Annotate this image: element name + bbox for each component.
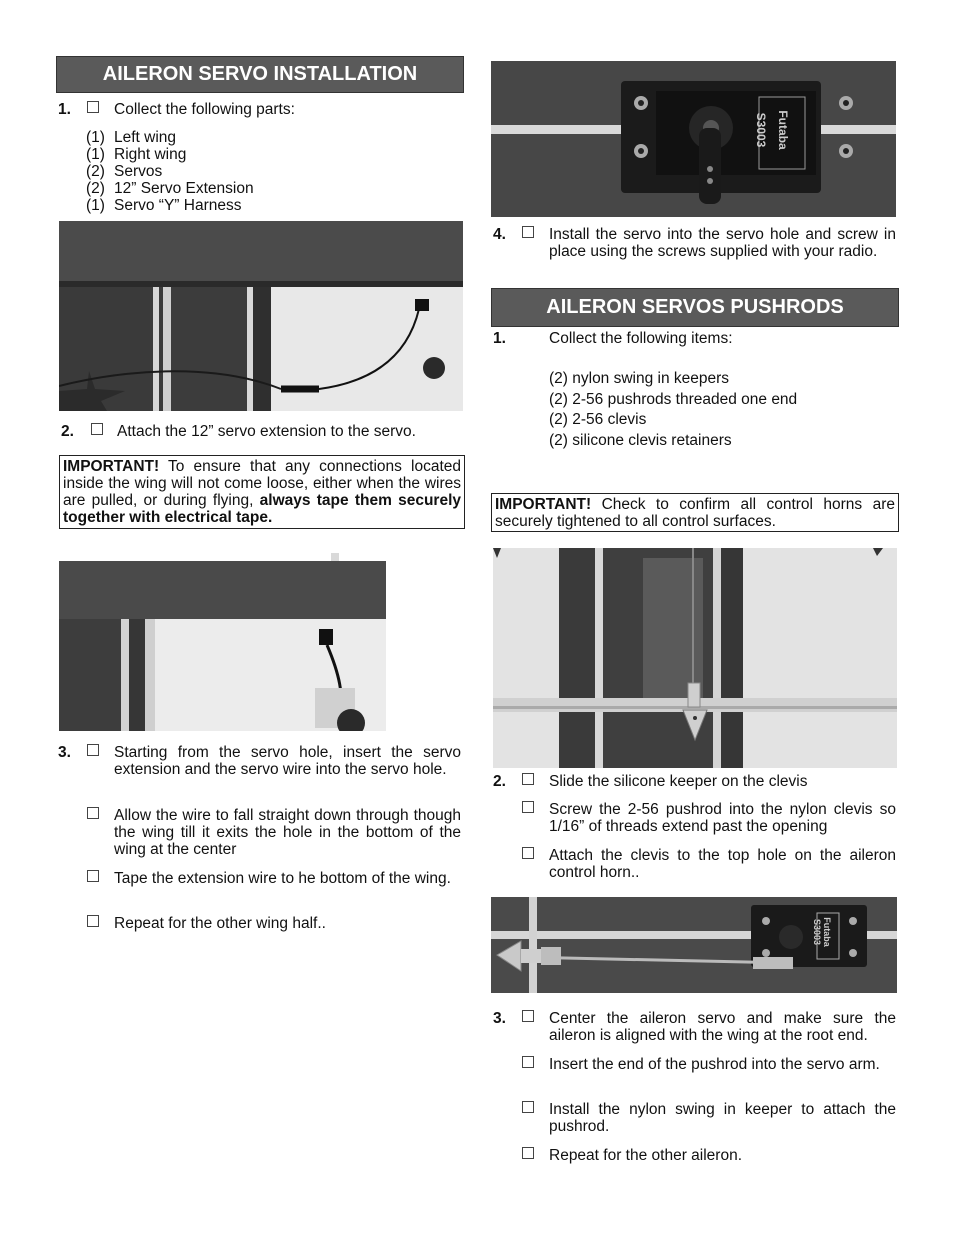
checkbox[interactable]	[522, 1101, 534, 1113]
items-list	[549, 369, 889, 451]
step-1-collect-items	[493, 330, 896, 350]
checkbox[interactable]	[87, 744, 99, 756]
checkbox[interactable]	[522, 801, 534, 813]
photo-wing-servo-extension	[59, 221, 463, 411]
servo-brand-label: Futaba	[776, 110, 790, 150]
list-item: (2) 12” Servo Extension	[86, 180, 254, 197]
step-1-collect-parts	[58, 101, 462, 121]
step-text: Tape the extension wire to he bottom of the wing.	[114, 870, 451, 887]
important-label: IMPORTANT!	[495, 496, 592, 513]
list-item: (1) Left wing	[86, 129, 177, 146]
important-label: IMPORTANT!	[63, 458, 160, 475]
step-text: Collect the following parts:	[114, 101, 295, 118]
step-number: 1.	[58, 101, 71, 118]
list-item: (1) Right wing	[86, 146, 187, 163]
step-text: Install the nylon swing in keeper to attach the pushrod.	[549, 1101, 896, 1135]
step-number: 3.	[493, 1010, 506, 1027]
list-item: (2) 2-56 pushrods threaded one end	[549, 390, 798, 408]
step-text: Slide the silicone keeper on the clevis	[549, 773, 808, 790]
step-text: Repeat for the other wing half..	[114, 915, 326, 932]
step-4-install-servo	[493, 226, 896, 281]
step-text: Install the servo into the servo hole and screw in place using the screws supplied with your radio.	[549, 226, 896, 260]
checkbox[interactable]	[522, 773, 534, 785]
checkbox[interactable]	[87, 807, 99, 819]
servo-brand-label: Futaba	[822, 917, 832, 947]
checkbox[interactable]	[87, 101, 99, 113]
section-header-aileron-servo-installation	[56, 56, 464, 93]
photo-wire-in-servo-hole	[59, 553, 386, 731]
important-note-tape-connections	[59, 455, 465, 529]
checkbox[interactable]	[87, 915, 99, 927]
step-text: Screw the 2-56 pushrod into the nylon clevis so 1/16” of threads extend past the opening	[549, 801, 896, 835]
list-item: (2) nylon swing in keepers	[549, 370, 730, 387]
checkbox[interactable]	[522, 1056, 534, 1068]
step-text: Allow the wire to fall straight down through though the wing till it exits the hole in the bottom of the wing at the center	[114, 807, 461, 858]
step-text: Repeat for the other aileron.	[549, 1147, 743, 1164]
step-text: Insert the end of the pushrod into the servo arm.	[549, 1056, 880, 1073]
checkbox[interactable]	[522, 226, 534, 238]
checkbox[interactable]	[522, 847, 534, 859]
section-header-text: AILERON SERVOS PUSHRODS	[546, 296, 844, 318]
section-header-aileron-servos-pushrods	[491, 288, 899, 327]
step-text: Collect the following items:	[549, 330, 733, 347]
step-number: 2.	[493, 773, 506, 790]
servo-model-label: S3003	[754, 112, 768, 148]
step-number: 4.	[493, 226, 506, 243]
step-text: Center the aileron servo and make sure the aileron is aligned with the wing at the root end.	[549, 1010, 896, 1044]
step-3-insert-wire	[58, 744, 462, 934]
step-2-clevis-setup	[493, 773, 896, 888]
photo-clevis-control-horn	[493, 548, 897, 768]
step-number: 2.	[61, 423, 74, 440]
list-item: (2) silicone clevis retainers	[549, 431, 732, 449]
list-item: (2) Servos	[86, 163, 163, 180]
checkbox[interactable]	[87, 870, 99, 882]
list-item: (2) 2-56 clevis	[549, 411, 647, 428]
checkbox[interactable]	[522, 1147, 534, 1159]
list-item: (1) Servo “Y” Harness	[86, 197, 242, 214]
step-text: Starting from the servo hole, insert the servo extension and the servo wire into the servo hole.	[114, 744, 461, 778]
parts-list	[86, 129, 386, 214]
servo-model-label: S3003	[812, 918, 822, 946]
important-emphasis: always tape them securely together with electrical tape.	[63, 492, 462, 526]
checkbox[interactable]	[522, 1010, 534, 1022]
step-text: Attach the 12” servo extension to the servo.	[117, 423, 416, 440]
step-number: 1.	[493, 330, 506, 347]
step-2-attach-extension	[61, 423, 463, 443]
important-note-control-horns	[491, 493, 899, 532]
important-text: To ensure that any connections located inside the wing will not come loose, either when the wires are pulled, or during flying,	[63, 458, 461, 509]
checkbox[interactable]	[91, 423, 103, 435]
photo-pushrod-to-servo	[491, 897, 897, 993]
step-3-center-servo	[493, 1010, 896, 1170]
important-text: Check to confirm all control horns are securely tightened to all control surfaces.	[495, 496, 895, 530]
step-number: 3.	[58, 744, 71, 761]
section-header-text: AILERON SERVO INSTALLATION	[102, 63, 418, 85]
step-text: Attach the clevis to the top hole on the aileron control horn..	[549, 847, 896, 881]
photo-servo-installed	[491, 61, 896, 217]
